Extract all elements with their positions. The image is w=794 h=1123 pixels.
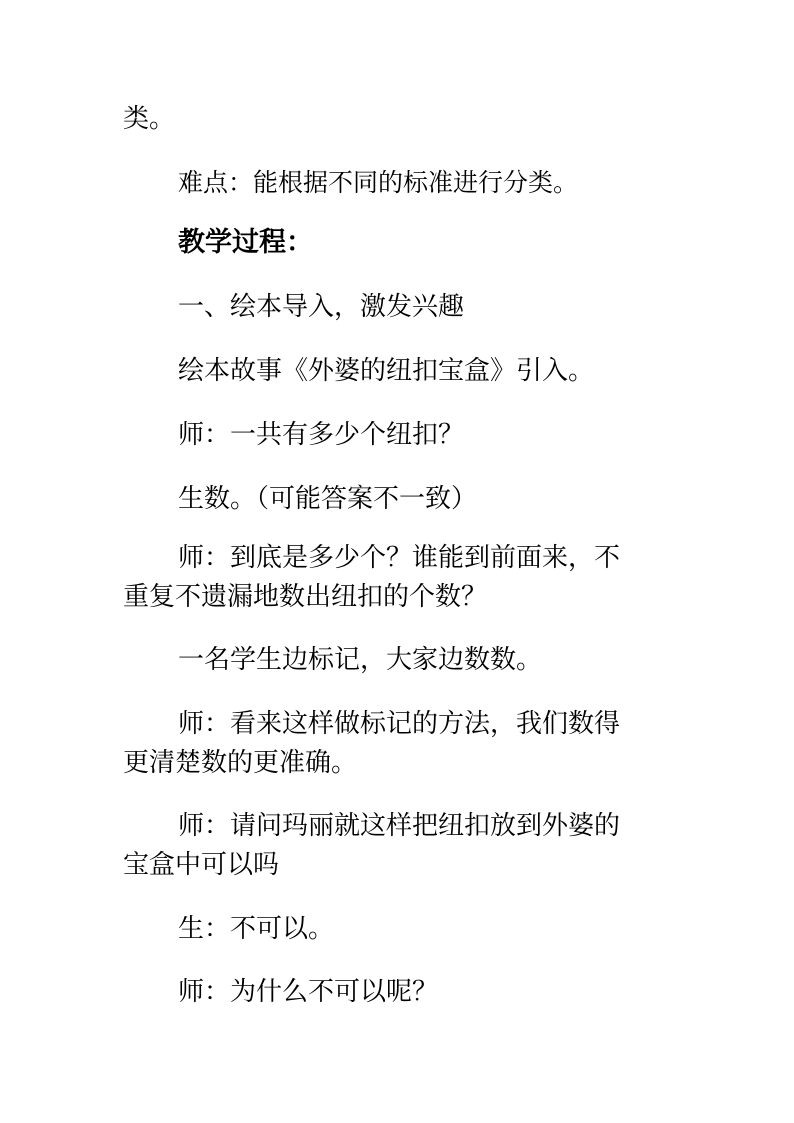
text-line: 一名学生边标记，大家边数数。 — [178, 645, 543, 675]
subheading-intro: 一、绘本导入，激发兴趣 — [178, 292, 465, 322]
text-line: 师：看来这样做标记的方法，我们数得 — [178, 709, 621, 739]
text-line: 师：到底是多少个？谁能到前面来，不 — [178, 543, 621, 573]
text-line: 宝盒中可以吗 — [123, 850, 280, 880]
text-line: 绘本故事《外婆的纽扣宝盒》引入。 — [178, 356, 595, 386]
text-line: 生：不可以。 — [178, 914, 335, 944]
text-line: 更清楚数的更准确。 — [123, 748, 358, 778]
text-line-difficulty: 难点：能根据不同的标准进行分类。 — [178, 168, 579, 197]
text-line: 重复不遗漏地数出纽扣的个数？ — [123, 582, 488, 612]
text-line: 生数。（可能答案不一致） — [178, 484, 478, 514]
section-heading-teaching-process: 教学过程： — [178, 227, 313, 258]
text-line: 师：一共有多少个纽扣？ — [178, 420, 465, 450]
text-line: 师：为什么不可以呢？ — [178, 977, 439, 1007]
text-line: 师：请问玛丽就这样把纽扣放到外婆的 — [178, 811, 621, 841]
text-line-continuation: 类。 — [123, 104, 176, 134]
